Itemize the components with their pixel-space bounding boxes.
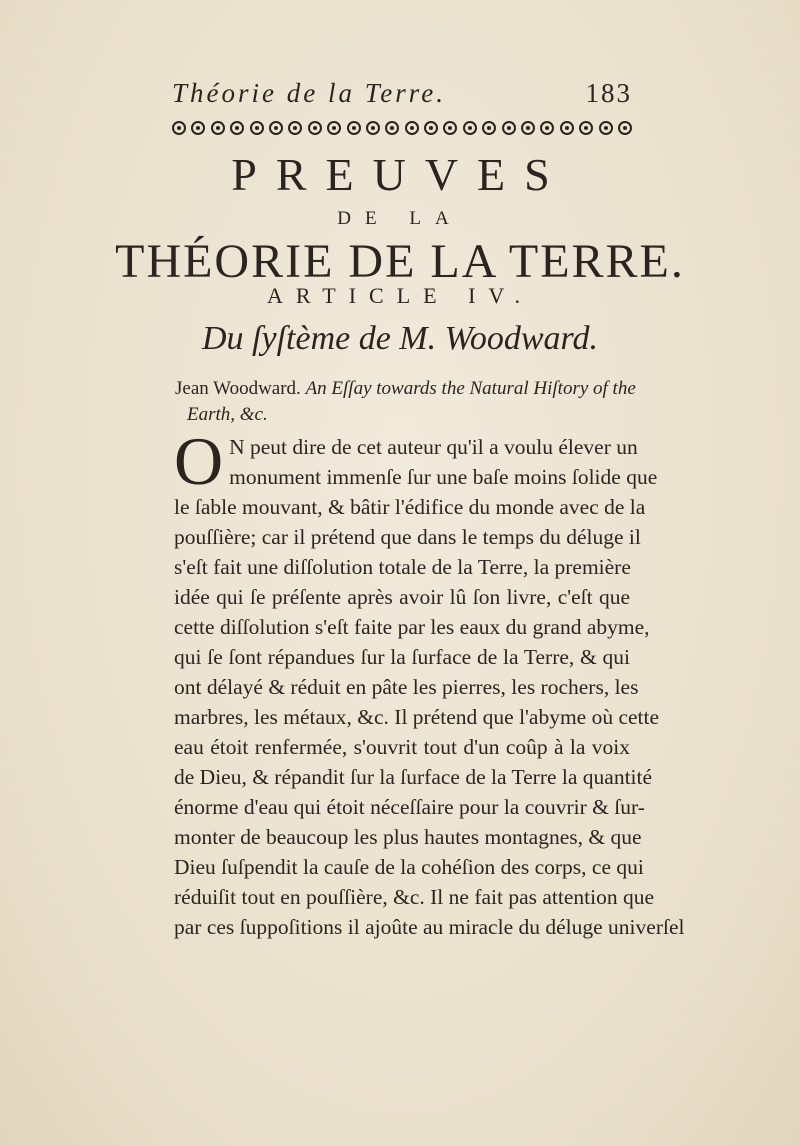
body-text	[174, 423, 685, 942]
text-line: le ſable mouvant, & bâtir l'édifice du monde avec de la	[174, 495, 646, 519]
text-line: cette diſſolution s'eſt faite par les eaux du grand abyme,	[174, 615, 650, 639]
text-line: monter de beaucoup les plus hautes montagnes, & que	[174, 825, 642, 849]
text-line: par ces ſuppoſitions il ajoûte au miracle du déluge univerſel	[174, 915, 685, 939]
drop-cap: O	[174, 423, 224, 499]
text-line: énorme d'eau qui étoit néceſſaire pour la couvrir & ſur-	[174, 795, 645, 819]
running-title: Théorie de la Terre.	[172, 78, 446, 108]
text-line: idée qui ſe préſente après avoir lû ſon livre, c'eſt que	[174, 585, 630, 609]
text-line: Dieu ſuſpendit la cauſe de la cohéſion des corps, ce qui	[174, 855, 644, 879]
running-head	[172, 78, 632, 112]
heading-preuves: PREUVES	[231, 149, 569, 200]
citation	[175, 376, 645, 428]
text-line: pouſſière; car il prétend que dans le temps du déluge il	[174, 525, 641, 549]
text-line: réduiſit tout en pouſſière, &c. Il ne fait pas attention que	[174, 885, 655, 909]
text-line: monument immenſe ſur une baſe moins ſolide que	[229, 465, 658, 489]
page-number: 183	[585, 78, 632, 108]
text-line: qui ſe ſont répandues ſur la ſurface de la Terre, & qui	[174, 645, 630, 669]
text-line: N peut dire de cet auteur qu'il a voulu élever un	[229, 435, 638, 459]
text-line: de Dieu, & répandit ſur la ſurface de la Terre la quantité	[174, 765, 653, 789]
text-line: s'eſt fait une diſſolution totale de la Terre, la première	[174, 555, 631, 579]
heading-de-la: DE LA	[337, 208, 463, 229]
ornament-rule	[172, 116, 632, 140]
citation-title-line1: An Eſſay towards the Natural Hiſtory of the	[305, 378, 636, 399]
heading-theorie: THÉORIE DE LA TERRE.	[115, 235, 685, 288]
text-line: eau étoit renfermée, s'ouvrit tout d'un coûp à la voix	[174, 735, 630, 759]
citation-author: Jean Woodward.	[175, 378, 301, 399]
text-line: marbres, les métaux, &c. Il prétend que l'abyme où cette	[174, 705, 660, 729]
heading-article: ARTICLE IV.	[267, 283, 533, 308]
citation-title-line2: Earth, &c.	[187, 404, 268, 425]
text-line: ont délayé & réduit en pâte les pierres, les rochers, les	[174, 675, 639, 699]
heading-subject: Du ſyſtème de M. Woodward.	[202, 320, 598, 357]
